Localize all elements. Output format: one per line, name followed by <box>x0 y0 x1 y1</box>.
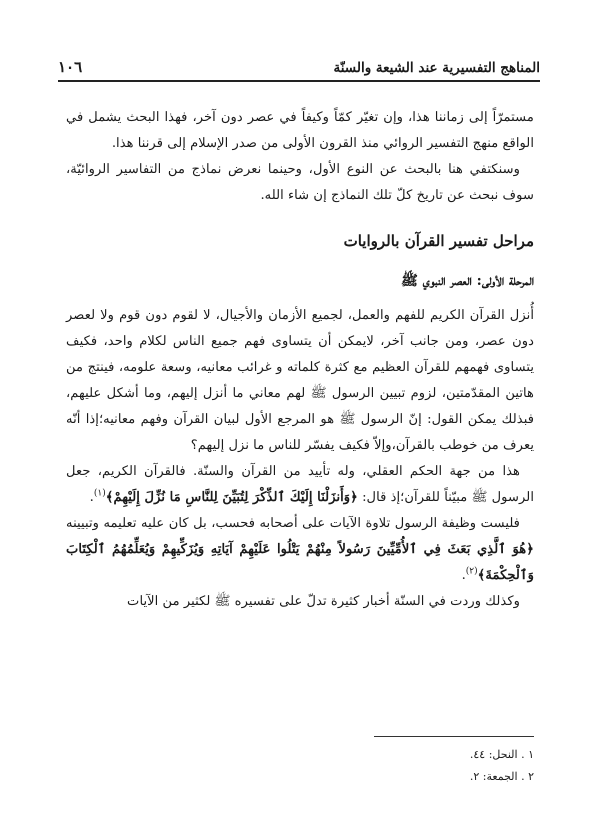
subsection-heading: المرحلة الأولى: العصر النبوي ﷺ <box>401 273 534 289</box>
paragraph-2: وسنكتفي هنا بالبحث عن النوع الأول، وحينما نعرض نماذج من التفاسير الروائيّة، سوف نبحث عن تاريخ كلّ تلك النماذج إن شاء الله. <box>66 162 534 203</box>
paragraph-4: هذا من جهة الحكم العقلي، وله تأييد من القرآن والسنّة. فالقرآن الكريم، جعل الرسول ﷺ مبيّناً للقرآن؛إذ قال: ﴿وَأَنزَلْنَا إِلَيْكَ ٱلذِّكْرَ لِتُبَيِّنَ لِلنَّاسِ مَا نُزِّلَ إِلَيْهِمْ﴾$^{(١)}$. <box>66 464 534 505</box>
quran-verse-2: ﴿هُوَ ٱلَّذِي بَعَثَ فِي ٱلأُمِّيِّينَ رَسُولاً مِنْهُمْ يَتْلُوا عَلَيْهِمْ آيَاتِهِ وَيُزَكِّيهِمْ وَيُعَلِّمُهُمُ ٱلْكِتَابَ وَٱلْحِكْمَةَ﴾ <box>66 542 534 583</box>
paragraph-6: وكذلك وردت في السنّة أخبار كثيرة تدلّ على تفسيره ﷺ لكثير من الآيات <box>127 594 520 609</box>
header-title: المناهج التفسيرية عند الشيعة والسنّة <box>333 60 540 76</box>
page-number: ١٠٦ <box>58 58 83 76</box>
footnote-separator <box>374 736 534 737</box>
footnote-2: ٢ . الجمعة: ٢. <box>469 770 534 783</box>
paragraph-4-text: هذا من جهة الحكم العقلي، وله تأييد من القرآن والسنّة. فالقرآن الكريم، جعل الرسول ﷺ مبيّناً للقرآن؛إذ قال: <box>66 464 534 505</box>
footnotes <box>66 744 534 788</box>
footnote-ref-1[interactable]: (١) <box>93 488 106 499</box>
section-heading: مراحل تفسير القرآن بالروايات <box>343 232 534 250</box>
footnote-ref-2[interactable]: (٢) <box>465 566 478 577</box>
paragraph-5-text: فليست وظيفة الرسول تلاوة الآيات على أصحابه فحسب، بل كان عليه تعليمه وتبيينه <box>66 516 520 531</box>
main-text <box>66 105 534 615</box>
quran-verse-1: ﴿وَأَنزَلْنَا إِلَيْكَ ٱلذِّكْرَ لِتُبَيِّنَ لِلنَّاسِ مَا نُزِّلَ إِلَيْهِمْ﴾ <box>105 490 358 505</box>
running-header <box>58 50 540 76</box>
paragraph-5-end: . <box>461 568 466 583</box>
paragraph-3: أُنزل القرآن الكريم للفهم والعمل، لجميع الأزمان والأجيال، لا لقوم دون قوم ولا لعصر دون عصر، ومن جانب آخر، لايمكن أن يتساوى فهم جميع الناس لكلام واحد، فكيف يتساوى فهمهم للقرآن العظيم مع كثرة كلماته و غرائب معانيه، وسعة علومه، فينتج من هاتين المقدّمتين، لزوم تبيين الرسول ﷺ لهم معاني ما أنزل إليهم، وما أشكل عليهم، فبذلك يمكن القول: إنّ الرسول ﷺ هو المرجع الأول لبيان القرآن وفهم معانيه؛إذا أنّه يعرف من خوطب بالقرآن،وإلاّ فكيف يفسّر للناس ما نزل إليهم؟ <box>66 308 534 453</box>
paragraph-5 <box>66 511 534 589</box>
footnote-1: ١ . النحل: ٤٤. <box>469 748 534 761</box>
header-rule <box>58 80 540 82</box>
paragraph-1: مستمرّاً إلى زماننا هذا، وإن تغيّر كمّاً وكيفاً في عصر دون آخر، فهذا البحث يشمل في الواقع منهج التفسير الروائي منذ القرون الأولى من صدر الإسلام إلى قرننا هذا. <box>66 110 534 151</box>
